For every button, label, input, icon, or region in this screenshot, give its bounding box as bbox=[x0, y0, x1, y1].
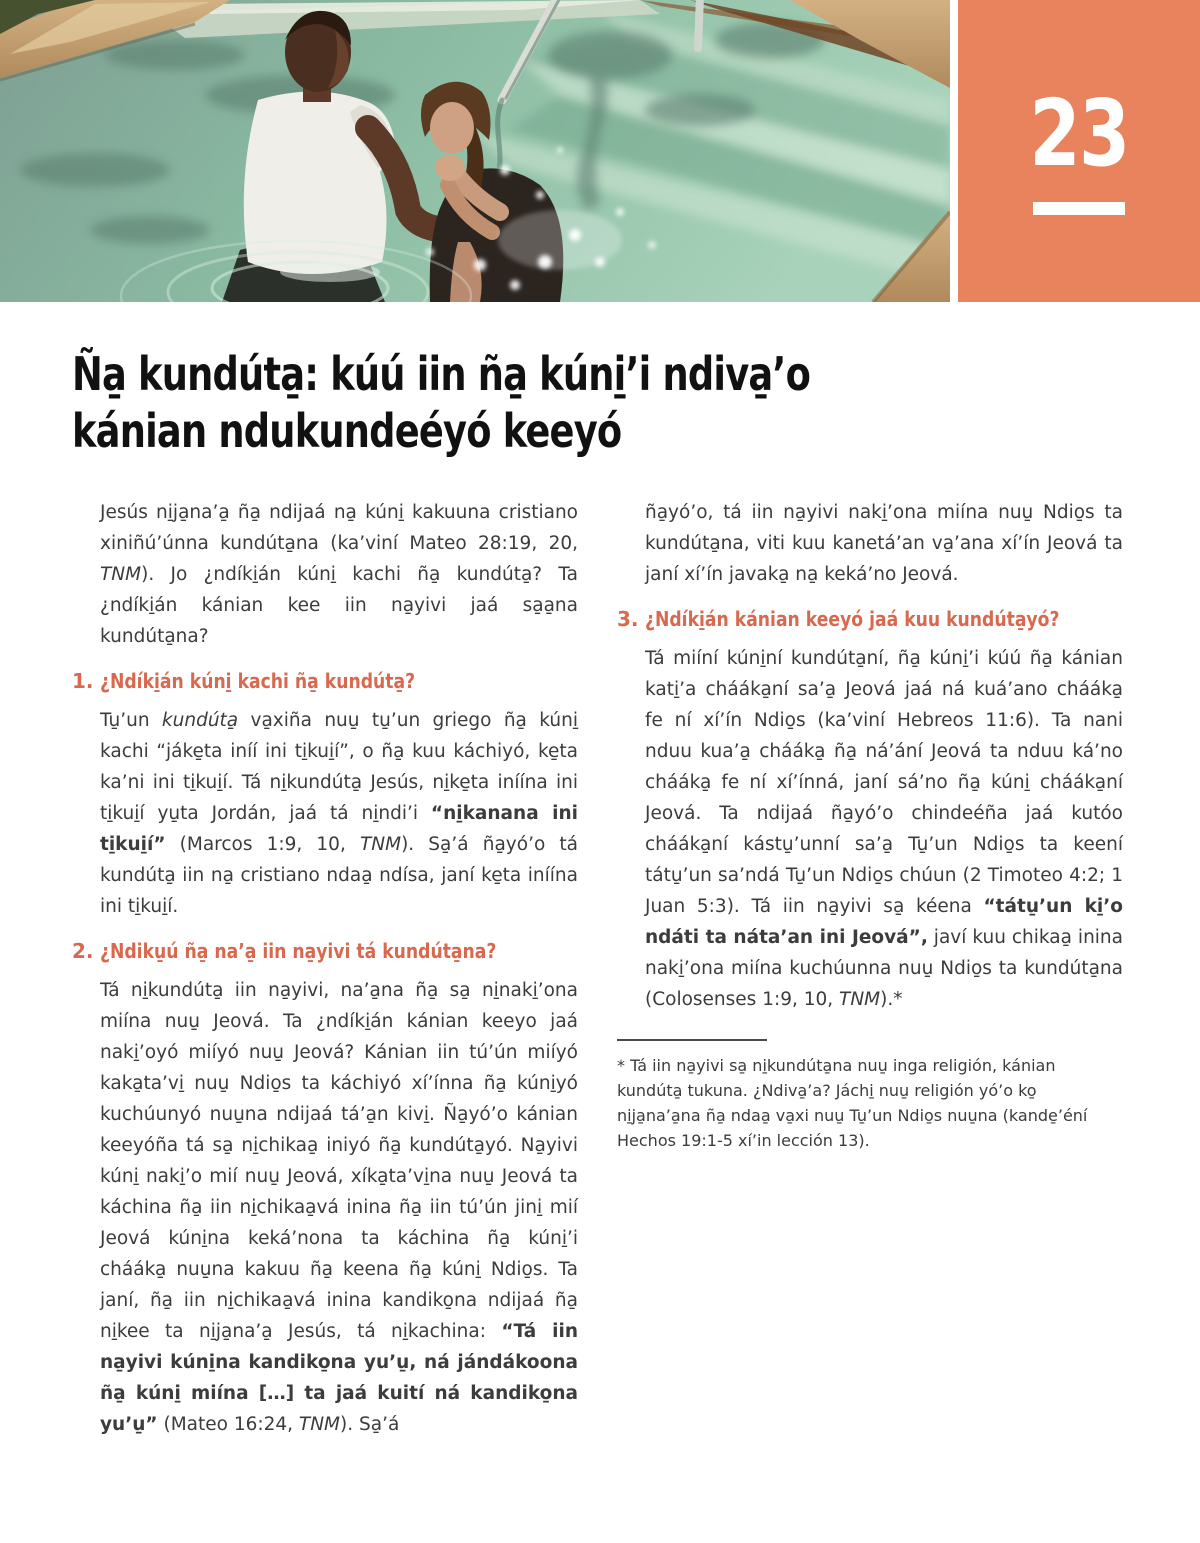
footnote-rule bbox=[617, 1039, 767, 1041]
body-paragraph bbox=[72, 705, 578, 922]
bold-text-run: “Tá iin na̱yivi kúni̱na kandiko̱na yu’u̱, ná jándákoona ña̱ kúni̱ miína […] ta jaá kuití ná kandiko̱na yu’u̱” bbox=[100, 1321, 579, 1435]
text-run: ña̱yó’o, tá iin na̱yivi naki̱’ona miína nuu̱ Ndio̱s ta kundúta̱na, viti kuu kanetá’an va̱’ana xí’ín Jeová ta janí xí’ín javaka̱ na̱ keká’no Jeová. bbox=[645, 502, 1123, 585]
text-run: ). Sa̱’á bbox=[340, 1414, 400, 1435]
text-run: ). Sa̱’á ña̱yó’o tá kundúta̱ iin na̱ cristiano ndaa̱ ndísa, janí ke̱ta iníína ini ti̱kui̱í. bbox=[100, 834, 578, 917]
text-run: * Tá iin na̱yivi sa̱ ni̱kundúta̱na nuu̱ inga religión, kánian kundúta̱ tukuna. ¿Ndiva̱’a? Jáchi̱ nuu̱ religión yó’o ko̱ ni̱ja̱na’a̱na ña̱ ndaa̱ va̱xi nuu̱ Tu̱’un Ndio̱s nuu̱na (kande̱’éní Hechos 19:1-5 xí’in lección 13). bbox=[617, 1056, 1088, 1150]
text-run: ).* bbox=[880, 989, 903, 1010]
chapter-number-badge bbox=[958, 0, 1200, 302]
footnote-text bbox=[617, 1053, 1123, 1153]
section-question-heading bbox=[617, 606, 1123, 633]
italic-text-run: TNM bbox=[100, 564, 142, 585]
text-run: Tá miíní kúni̱ní kundúta̱ní, ña̱ kúni̱’i kúú ña̱ kánian kati̱’a chááka̱ní sa’a̱ Jeová jaá ná kuá’ano chááka̱ fe ní xí’ín Ndio̱s (ka’viní Hebreos 11:6). Ta nani nduu kua’a̱ chááka̱ ña̱ ná’ání Jeová ta nduu ká’no chááka̱ fe ní xí’ínná, janí sá’no ña̱ kúni̱ chááka̱ní Jeová. Ta ndijaá ña̱yó’o chindeéña jaá kutóo chááka̱ní kástu̱’unní sa’a̱ Tu̱’un Ndio̱s ta keení tátu̱’un sa’ndá Tu̱’un Ndio̱s chúun (2 Timoteo 4:2; 1 Juan 5:3). Tá iin na̱yivi sa̱ kéena bbox=[645, 648, 1123, 917]
text-run: Tá ni̱kundúta̱ iin na̱yivi, na’a̱na ña̱ sa̱ ni̱naki̱’ona miína nuu̱ Jeová. Ta ¿ndíki̱án kánian keeyo jaá naki̱’oyó miíyó nuu̱ Jeová? Kánian iin tú’ún miíyó kaka̱ta’vi̱ nuu̱ Ndio̱s ta káchiyó xí’ínna ña̱ kúni̱yó kuchúunyó nuu̱na ndijaá tá’a̱n kivi̱. Ña̱yó’o kánian keeyóña tá sa̱ ni̱chikaa̱ iniyó ña̱ kundúta̱yó. Na̱yivi kúni̱ naki̱’o mií nuu̱ Jeová, xíka̱ta’vi̱na nuu̱ Jeová ta káchina ña̱ iin ni̱chikaa̱vá inina ña̱ iin tú’ún jini̱ mií Jeová kúni̱na keká’nona ta káchina ña̱ kúni̱’i chááka̱ nuu̱na kakuu ña̱ keena ña̱ kúni̱ Ndio̱s. Ta janí, ña̱ iin ni̱chikaa̱vá inina kandiko̱na ndijaá ña̱ ni̱kee ta ni̱ja̱na’a̱ Jesús, tá ni̱kachina: bbox=[100, 980, 578, 1342]
section-question-text: ¿Ndíki̱án kúni̱ kachi ña̱ kundúta̱? bbox=[100, 669, 416, 693]
italic-text-run: TNM bbox=[359, 834, 402, 855]
section-question-text: ¿Ndíki̱án kánian keeyó jaá kuu kundúta̱yó? bbox=[645, 607, 1060, 631]
text-run: ). Jo ¿ndíki̱án kúni̱ kachi ña̱ kundúta̱? Ta ¿ndíki̱án kánian kee iin na̱yivi jaá sa̱a̱na kundúta̱na? bbox=[100, 564, 578, 647]
section-question-heading bbox=[72, 938, 578, 965]
text-column-left bbox=[72, 497, 578, 1440]
lesson-title-line-2: kánian ndukundeéyó keeyó bbox=[72, 404, 622, 458]
footnote bbox=[617, 1039, 1123, 1153]
text-column-right bbox=[617, 497, 1123, 1153]
text-run: (Mateo 16:24, bbox=[157, 1414, 299, 1435]
text-run: Tu̱’un bbox=[100, 710, 162, 731]
body-paragraph bbox=[72, 975, 578, 1440]
chapter-underline bbox=[1033, 202, 1125, 215]
section-number: 1. bbox=[72, 669, 94, 693]
body-paragraph bbox=[617, 497, 1123, 590]
bold-text-run: “tátu̱’un ki̱’o ndáti ta náta’an ini Jeová”, bbox=[645, 896, 1123, 948]
italic-text-run: kundúta̱ bbox=[161, 710, 239, 731]
text-run: (Marcos 1:9, 10, bbox=[165, 834, 360, 855]
section-number: 3. bbox=[617, 607, 639, 631]
chapter-number: 23 bbox=[1029, 79, 1129, 187]
baptism-photo bbox=[0, 0, 950, 302]
italic-text-run: TNM bbox=[298, 1414, 341, 1435]
body-paragraph bbox=[617, 643, 1123, 1015]
text-run: Jesús ni̱ja̱na’a̱ ña̱ ndijaá na̱ kúni̱ kakuuna cristiano xiniñú’únna kundúta̱na (ka’viní Mateo 28:19, 20, bbox=[100, 502, 578, 554]
bold-text-run: “ni̱kanana ini ti̱kui̱í” bbox=[100, 803, 578, 855]
lesson-title bbox=[72, 346, 995, 460]
italic-text-run: TNM bbox=[839, 989, 881, 1010]
section-question-heading bbox=[72, 668, 578, 695]
text-run: javí kuu chikaa̱ inina naki̱’ona miína kuchúunna nuu̱ Ndio̱s ta kundúta̱na (Colosenses 1:9, 10, bbox=[645, 927, 1123, 1010]
section-number: 2. bbox=[72, 939, 94, 963]
lesson-title-line-1: Ña̱ kundúta̱: kúú iin ña̱ kúni̱’i ndiva̱’o bbox=[72, 347, 811, 401]
body-paragraph bbox=[72, 497, 578, 652]
text-run: va̱xiña nuu̱ tu̱’un griego ña̱ kúni̱ kachi “jáke̱ta iníí ini ti̱kui̱í”, o ña̱ kuu káchiyó, ke̱ta ka’ni ini ti̱kui̱í. Tá ni̱kundúta̱ Jesús, ni̱ke̱ta iníína ini ti̱kui̱í yu̱ta Jordán, jaá tá ni̱ndi’i bbox=[100, 710, 578, 824]
section-question-text: ¿Ndiku̱ú ña̱ na’a̱ iin na̱yivi tá kundúta̱na? bbox=[100, 939, 497, 963]
